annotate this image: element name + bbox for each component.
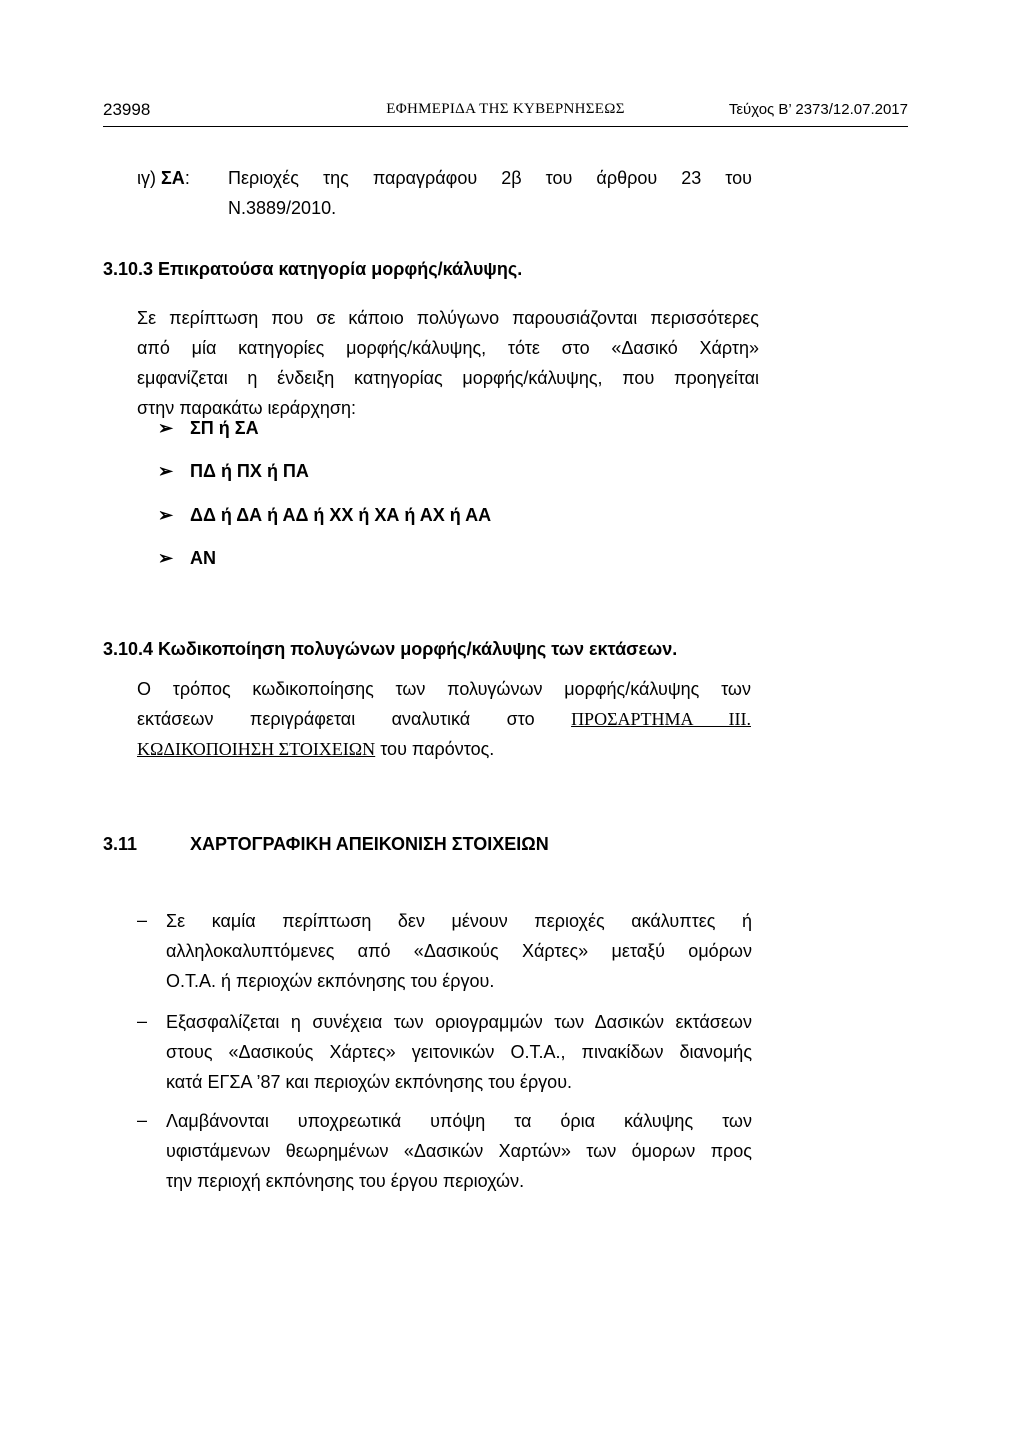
definition-label: ιγ) ΣΑ: [137,168,190,188]
section-3-11-item: Εξασφαλίζεται η συνέχεια των οριογραμμών των Δασικών εκτάσεων στους «Δασικούς Χάρτες» γειτονικών Ο.Τ.Α., πινακίδων διανομής κατά ΕΓΣΑ ’87 και περιοχών εκπόνησης του έργου. [166,1012,752,1092]
appendix-reference-link[interactable]: ΚΩΔΙΚΟΠΟΙΗΣΗ ΣΤΟΙΧΕΙΩΝ [137,739,376,759]
section-3-10-4-heading: 3.10.4 Κωδικοποίηση πολυγώνων μορφής/κάλυψης των εκτάσεων. [103,639,678,659]
section-3-10-3-heading: 3.10.3 Επικρατούσα κατηγορία μορφής/κάλυψης. [103,259,523,279]
page-number: 23998 [103,100,151,119]
issue-info: Τεύχος Β’ 2373/12.07.2017 [728,101,908,118]
section-3-11-title: ΧΑΡΤΟΓΡΑΦΙΚΗ ΑΠΕΙΚΟΝΙΣΗ ΣΤΟΙΧΕΙΩΝ [190,834,549,854]
definition-text: Περιοχές της παραγράφου 2β του άρθρου 23 του Ν.3889/2010. [228,168,752,218]
arrow-bullet-icon: ➢ [158,505,174,525]
appendix-reference-link[interactable]: ΠΡΟΣΑΡΤΗΜΑ ΙΙΙ. [571,709,751,729]
hierarchy-item: ➢ ΑΝ [158,545,216,571]
arrow-bullet-icon: ➢ [158,418,174,438]
dash-bullet-icon: – [137,910,148,930]
page-header [103,100,908,127]
gazette-title: ΕΦΗΜΕΡΙΔΑ ΤΗΣ ΚΥΒΕΡΝΗΣΕΩΣ [386,101,625,117]
section-3-11-item: Λαμβάνονται υποχρεωτικά υπόψη τα όρια κάλυψης των υφιστάμενων θεωρημένων «Δασικών Χαρτών» των όμορων προς την περιοχή εκπόνησης του έργου περιοχών. [166,1111,752,1191]
section-3-11-number: 3.11 [103,834,138,854]
dash-bullet-icon: – [137,1110,148,1130]
arrow-bullet-icon: ➢ [158,461,174,481]
hierarchy-item: ➢ ΔΔ ή ΔΑ ή ΑΔ ή ΧΧ ή ΧΑ ή ΑΧ ή ΑΑ [158,502,491,528]
section-3-10-3-paragraph: Σε περίπτωση που σε κάποιο πολύγωνο παρουσιάζονται περισσότερες από μία κατηγορίες μορφής/κάλυψης, τότε στο «Δασικό Χάρτη» εμφανίζεται η ένδειξη κατηγορίας μορφής/κάλυψης, που προηγείται στην παρακάτω ιεράρχηση: [137,308,759,418]
hierarchy-item: ➢ ΣΠ ή ΣΑ [158,415,259,441]
hierarchy-item: ➢ ΠΔ ή ΠΧ ή ΠΑ [158,458,309,484]
section-3-10-4-paragraph: Ο τρόπος κωδικοποίησης των πολυγώνων μορφής/κάλυψης των εκτάσεων περιγράφεται αναλυτικά στο ΠΡΟΣΑΡΤΗΜΑ ΙΙΙ. ΚΩΔΙΚΟΠΟΙΗΣΗ ΣΤΟΙΧΕΙΩΝ του παρόντος. [137,679,751,759]
arrow-bullet-icon: ➢ [158,548,174,568]
dash-bullet-icon: – [137,1011,148,1031]
section-3-11-item: Σε καμία περίπτωση δεν μένουν περιοχές ακάλυπτες ή αλληλοκαλυπτόμενες από «Δασικούς Χάρτες» μεταξύ ομόρων Ο.Τ.Α. ή περιοχών εκπόνησης του έργου. [166,911,752,991]
